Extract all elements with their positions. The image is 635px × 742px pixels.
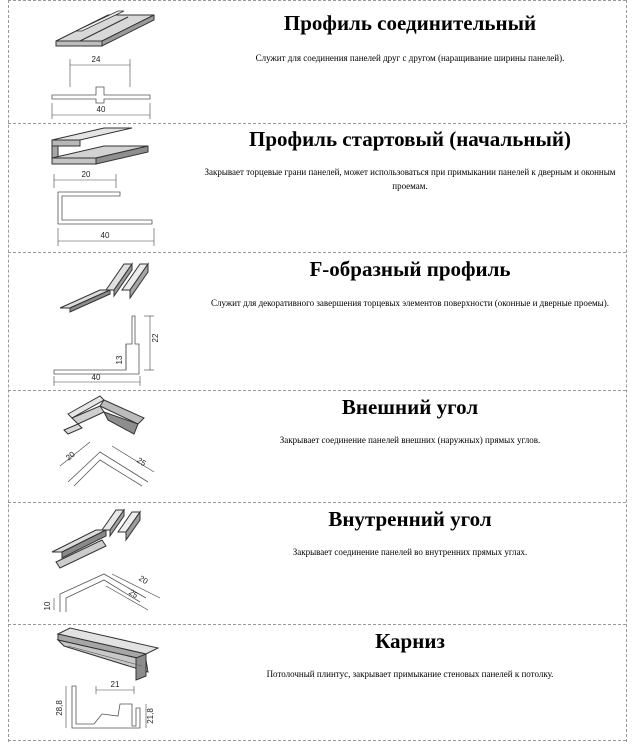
connecting-profile-drawing [8, 1, 190, 123]
profile-title: Профиль стартовый (начальный) [249, 127, 571, 151]
f-profile-svg [8, 252, 190, 390]
inner-corner-drawing [8, 502, 190, 624]
profile-row-cornice [8, 624, 626, 741]
dim-label: 22 [151, 333, 160, 343]
profile-row-f-shaped [8, 252, 626, 391]
profile-title: Внешний угол [341, 395, 479, 419]
profile-title: F-образный профиль [309, 257, 511, 281]
dim-label: 40 [91, 373, 101, 382]
inner-corner-svg [8, 502, 190, 624]
f-profile-drawing [8, 252, 190, 390]
outer-corner-svg [8, 390, 190, 502]
profile-title: Карниз [375, 629, 445, 653]
cornice-svg [8, 624, 190, 740]
profile-description: Закрывает соединение панелей во внутренних прямых углах. [292, 547, 528, 557]
cornice-text [198, 624, 622, 740]
profile-description: Потолочный плинтус, закрывает примыкание стеновых панелей к потолку. [266, 669, 554, 679]
dim-label: 21 [110, 680, 120, 689]
dim-label: 40 [96, 105, 106, 114]
profile-title: Профиль соединительный [283, 11, 537, 35]
starting-profile-drawing [8, 122, 190, 252]
outer-corner-text [198, 390, 622, 502]
inner-corner-text [198, 502, 622, 624]
f-profile-text [198, 252, 622, 390]
profile-row-starting [8, 122, 626, 253]
starting-profile-text [198, 122, 622, 252]
profile-description: Закрывает торцевые грани панелей, может использоваться при примыкании панелей к дверным и оконным проемам. [204, 167, 616, 191]
dim-label: 25 [135, 455, 148, 469]
profile-description: Служит для соединения панелей друг с другом (наращивание ширины панелей). [255, 53, 565, 63]
connecting-profile-svg [8, 1, 190, 123]
profile-title: Внутренний угол [328, 507, 492, 531]
outer-corner-drawing [8, 390, 190, 502]
dim-label: 25 [127, 587, 140, 601]
profile-row-outer-corner [8, 390, 626, 503]
dim-label: 24 [91, 55, 101, 64]
cornice-drawing [8, 624, 190, 740]
profile-row-inner-corner [8, 502, 626, 625]
starting-profile-svg [8, 122, 190, 252]
profile-description: Служит для декоративного завершения торцевых элементов поверхности (оконные и дверные проемы). [211, 298, 609, 308]
dim-label: 13 [115, 355, 124, 365]
dim-label: 20 [81, 170, 91, 179]
profile-row-connecting [8, 0, 626, 124]
dim-label: 40 [100, 231, 110, 240]
dim-label: 10 [43, 601, 52, 611]
dim-label: 28,8 [55, 700, 64, 716]
profile-description: Закрывает соединение панелей внешних (наружных) прямых углов. [279, 435, 541, 445]
dim-label: 20 [137, 573, 150, 587]
dim-label: 21,8 [146, 708, 155, 724]
connecting-profile-text [198, 1, 622, 123]
dim-label: 20 [64, 449, 77, 463]
right-border [626, 0, 627, 742]
